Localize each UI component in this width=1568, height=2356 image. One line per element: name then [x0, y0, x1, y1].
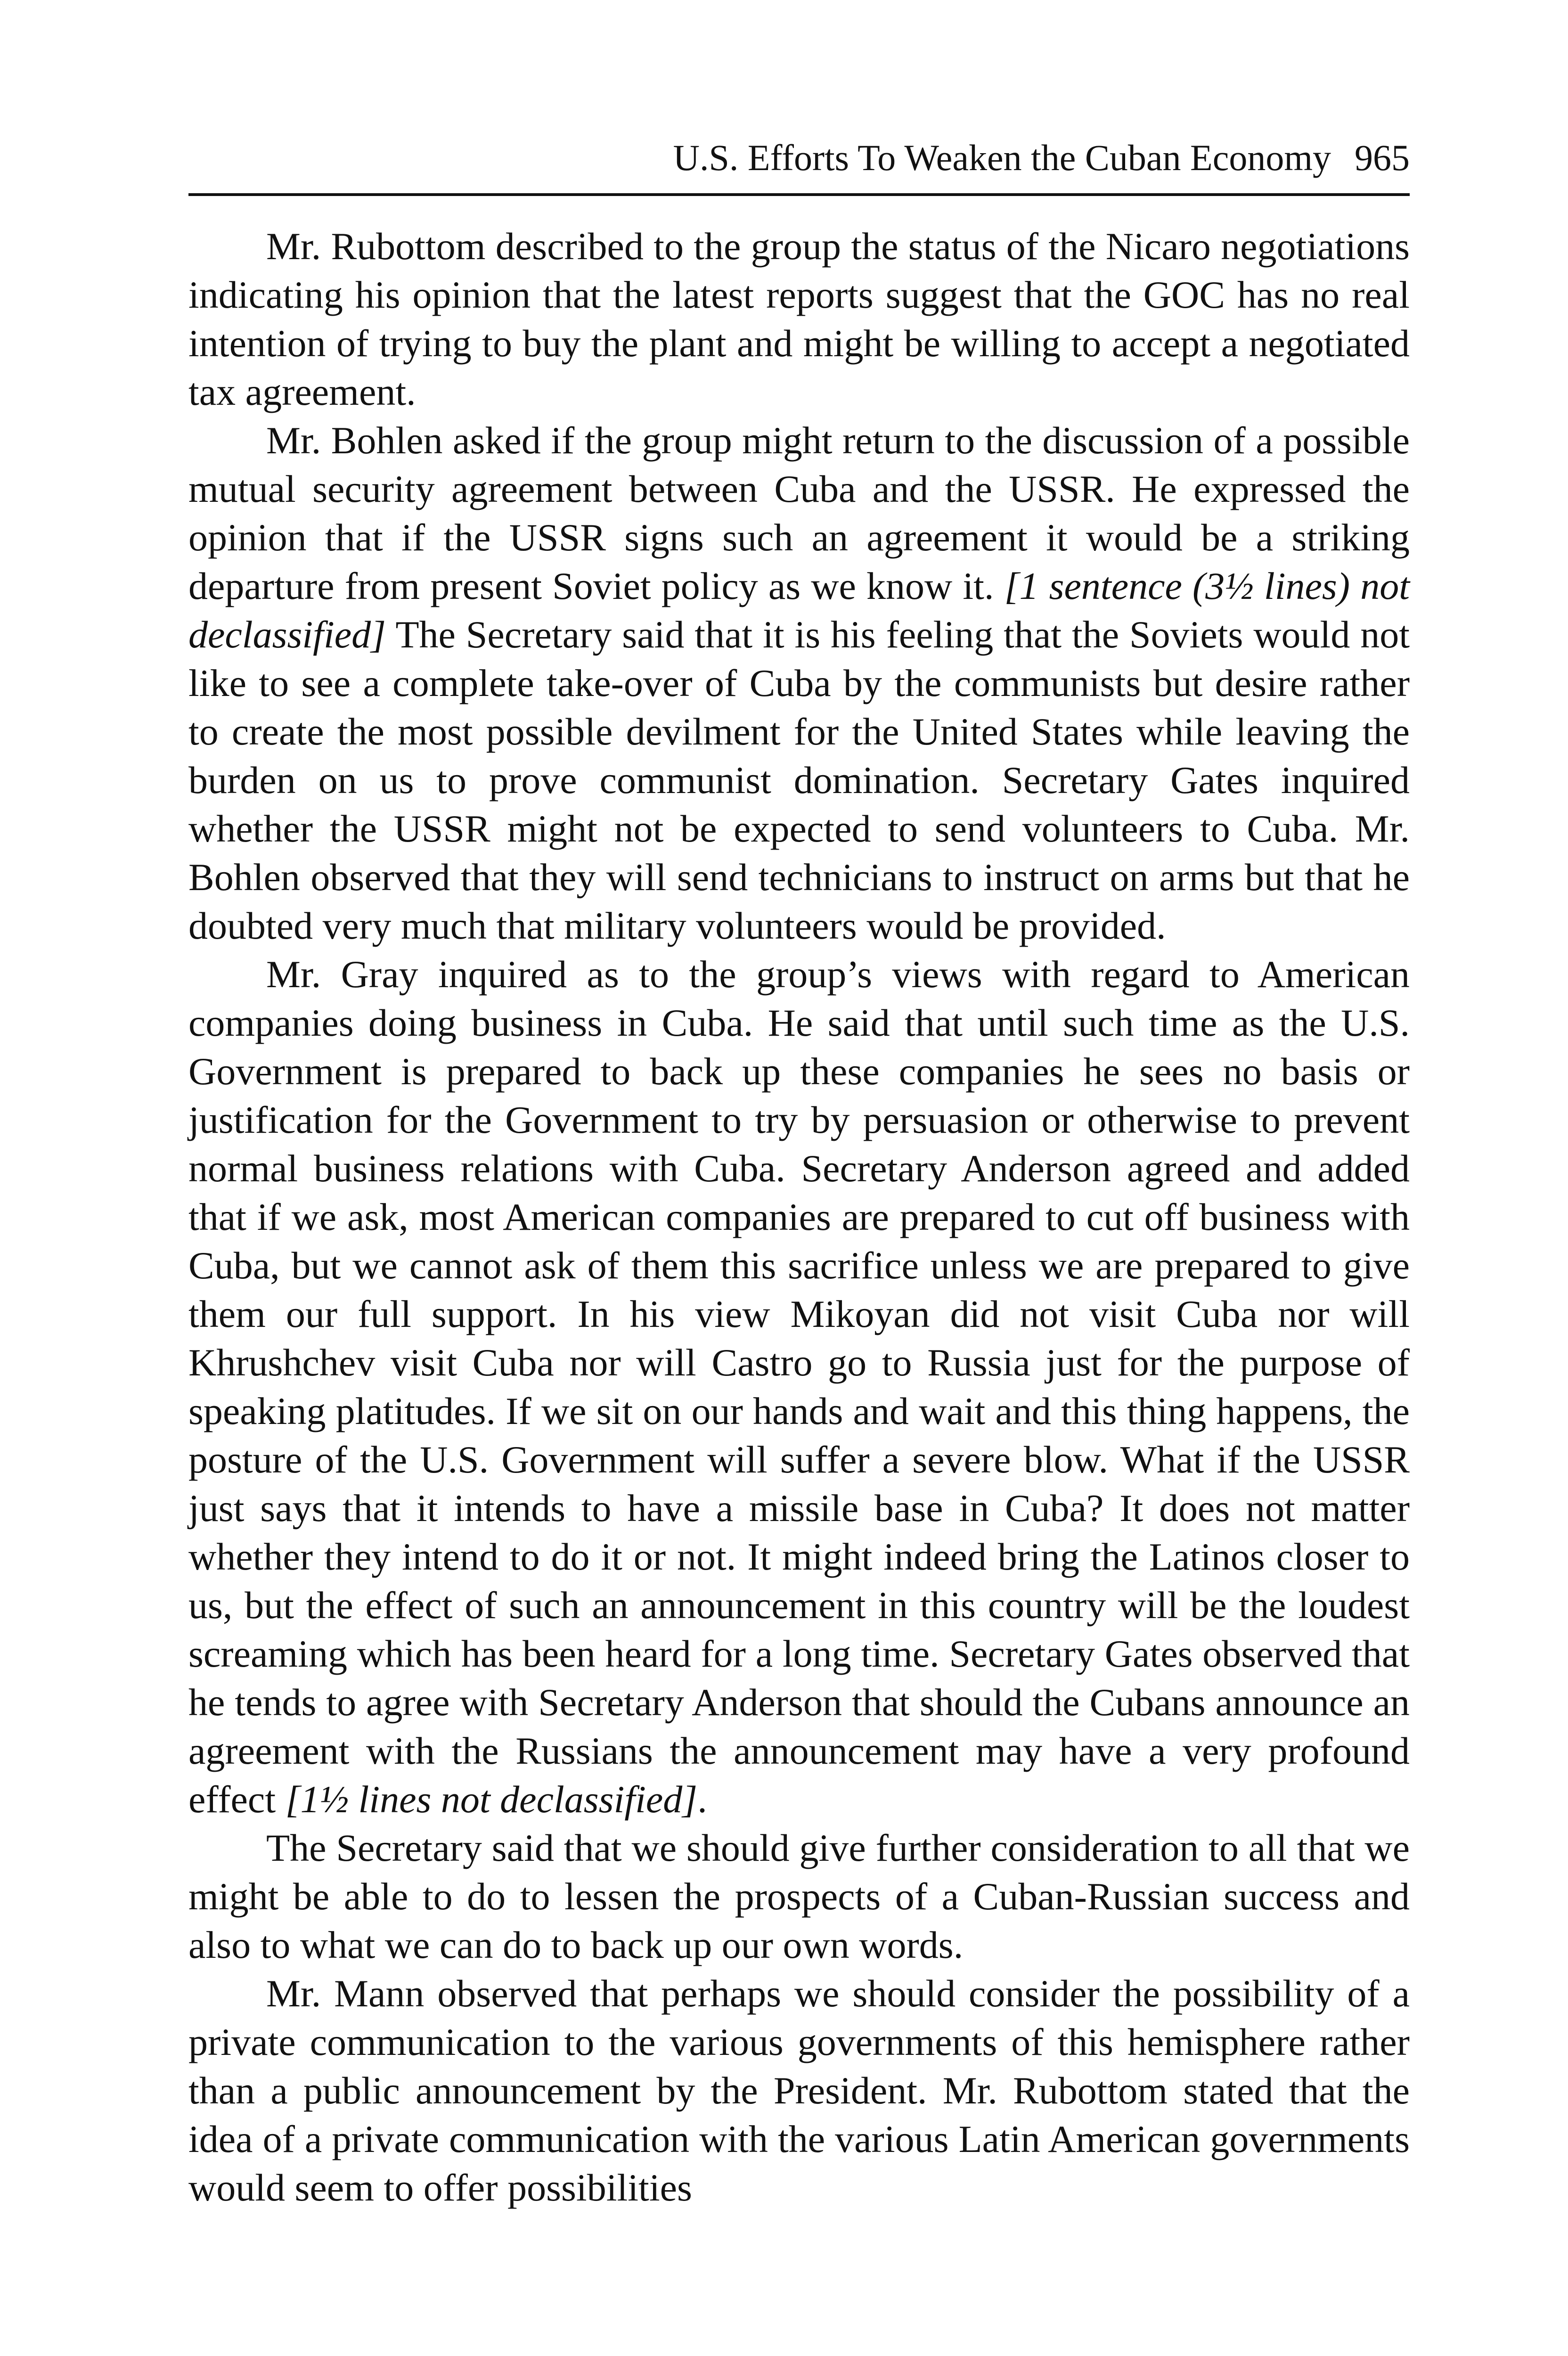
redaction-note: [1 sentence (3½ lines) not declassified] — [188, 564, 1410, 656]
paragraph-bohlen-security-agreement — [188, 416, 1410, 950]
running-header — [188, 123, 1410, 196]
paragraph-mann-private-communication: Mr. Mann observed that perhaps we should consider the possibility of a private communication to the various governments of this hemisphere rather than a public announcement by the President. Mr. Rubottom stated that the idea of a private communication with the various Latin American governments would seem to offer possibilities — [188, 1972, 1410, 2209]
paragraph-text: Mr. Bohlen asked if the group might return to the discussion of a possible mutual security agreement between Cuba and the USSR. He expressed the opinion that if the USSR signs such an agreement it would be a striking departure from present Soviet policy as we know it. — [188, 419, 1410, 607]
paragraph-secretary-consideration: The Secretary said that we should give further consideration to all that we might be able to do to lessen the prospects of a Cuban-Russian success and also to what we can do to back up our own words. — [188, 1826, 1410, 1966]
paragraph-rubottom-nicaro: Mr. Rubottom described to the group the status of the Nicaro negotiations indicating his opinion that the latest reports suggest that the GOC has no real intention of trying to buy the plant and might be willing to accept a negotiated tax agreement. — [188, 225, 1410, 413]
paragraph-text: . — [697, 1778, 707, 1821]
redaction-note: [1½ lines not declassified] — [285, 1778, 698, 1821]
paragraph-text: The Secretary said that it is his feeling that the Soviets would not like to see a complete take-over of Cuba by the communists but desire rather to create the most possible devilment for the United States while leaving the burden on us to prove communist domination. Secretary Gates inquired whether the USSR might not be expected to send volunteers to Cuba. Mr. Bohlen observed that they will send technicians to instruct on arms but that he doubted very much that military volunteers would be provided. — [188, 613, 1410, 947]
body-text — [188, 222, 1410, 2212]
running-head-title: U.S. Efforts To Weaken the Cuban Economy — [673, 137, 1331, 178]
paragraph-text: Mr. Gray inquired as to the group’s views with regard to American companies doing business in Cuba. He said that until such time as the U.S. Government is prepared to back up these companies he sees no basis or justification for the Government to try by persuasion or otherwise to prevent normal business relations with Cuba. Secretary Anderson agreed and added that if we ask, most American companies are prepared to cut off business with Cuba, but we cannot ask of them this sacrifice unless we are prepared to give them our full support. In his view Mikoyan did not visit Cuba nor will Khrushchev visit Cuba nor will Castro go to Russia just for the purpose of speaking platitudes. If we sit on our hands and wait and this thing happens, the posture of the U.S. Government will suffer a severe blow. What if the USSR just says that it intends to have a missile base in Cuba? It does not matter whether they intend to do it or not. It might indeed bring the Latinos closer to us, but the effect of such an announcement in this country will be the loudest screaming which has been heard for a long time. Secretary Gates observed that he tends to agree with Secretary Anderson that should the Cubans announce an agreement with the Russians the announcement may have a very profound effect — [188, 953, 1410, 1821]
paragraph-gray-business — [188, 950, 1410, 1824]
page-number: 965 — [1355, 137, 1410, 178]
document-page — [188, 123, 1410, 2212]
